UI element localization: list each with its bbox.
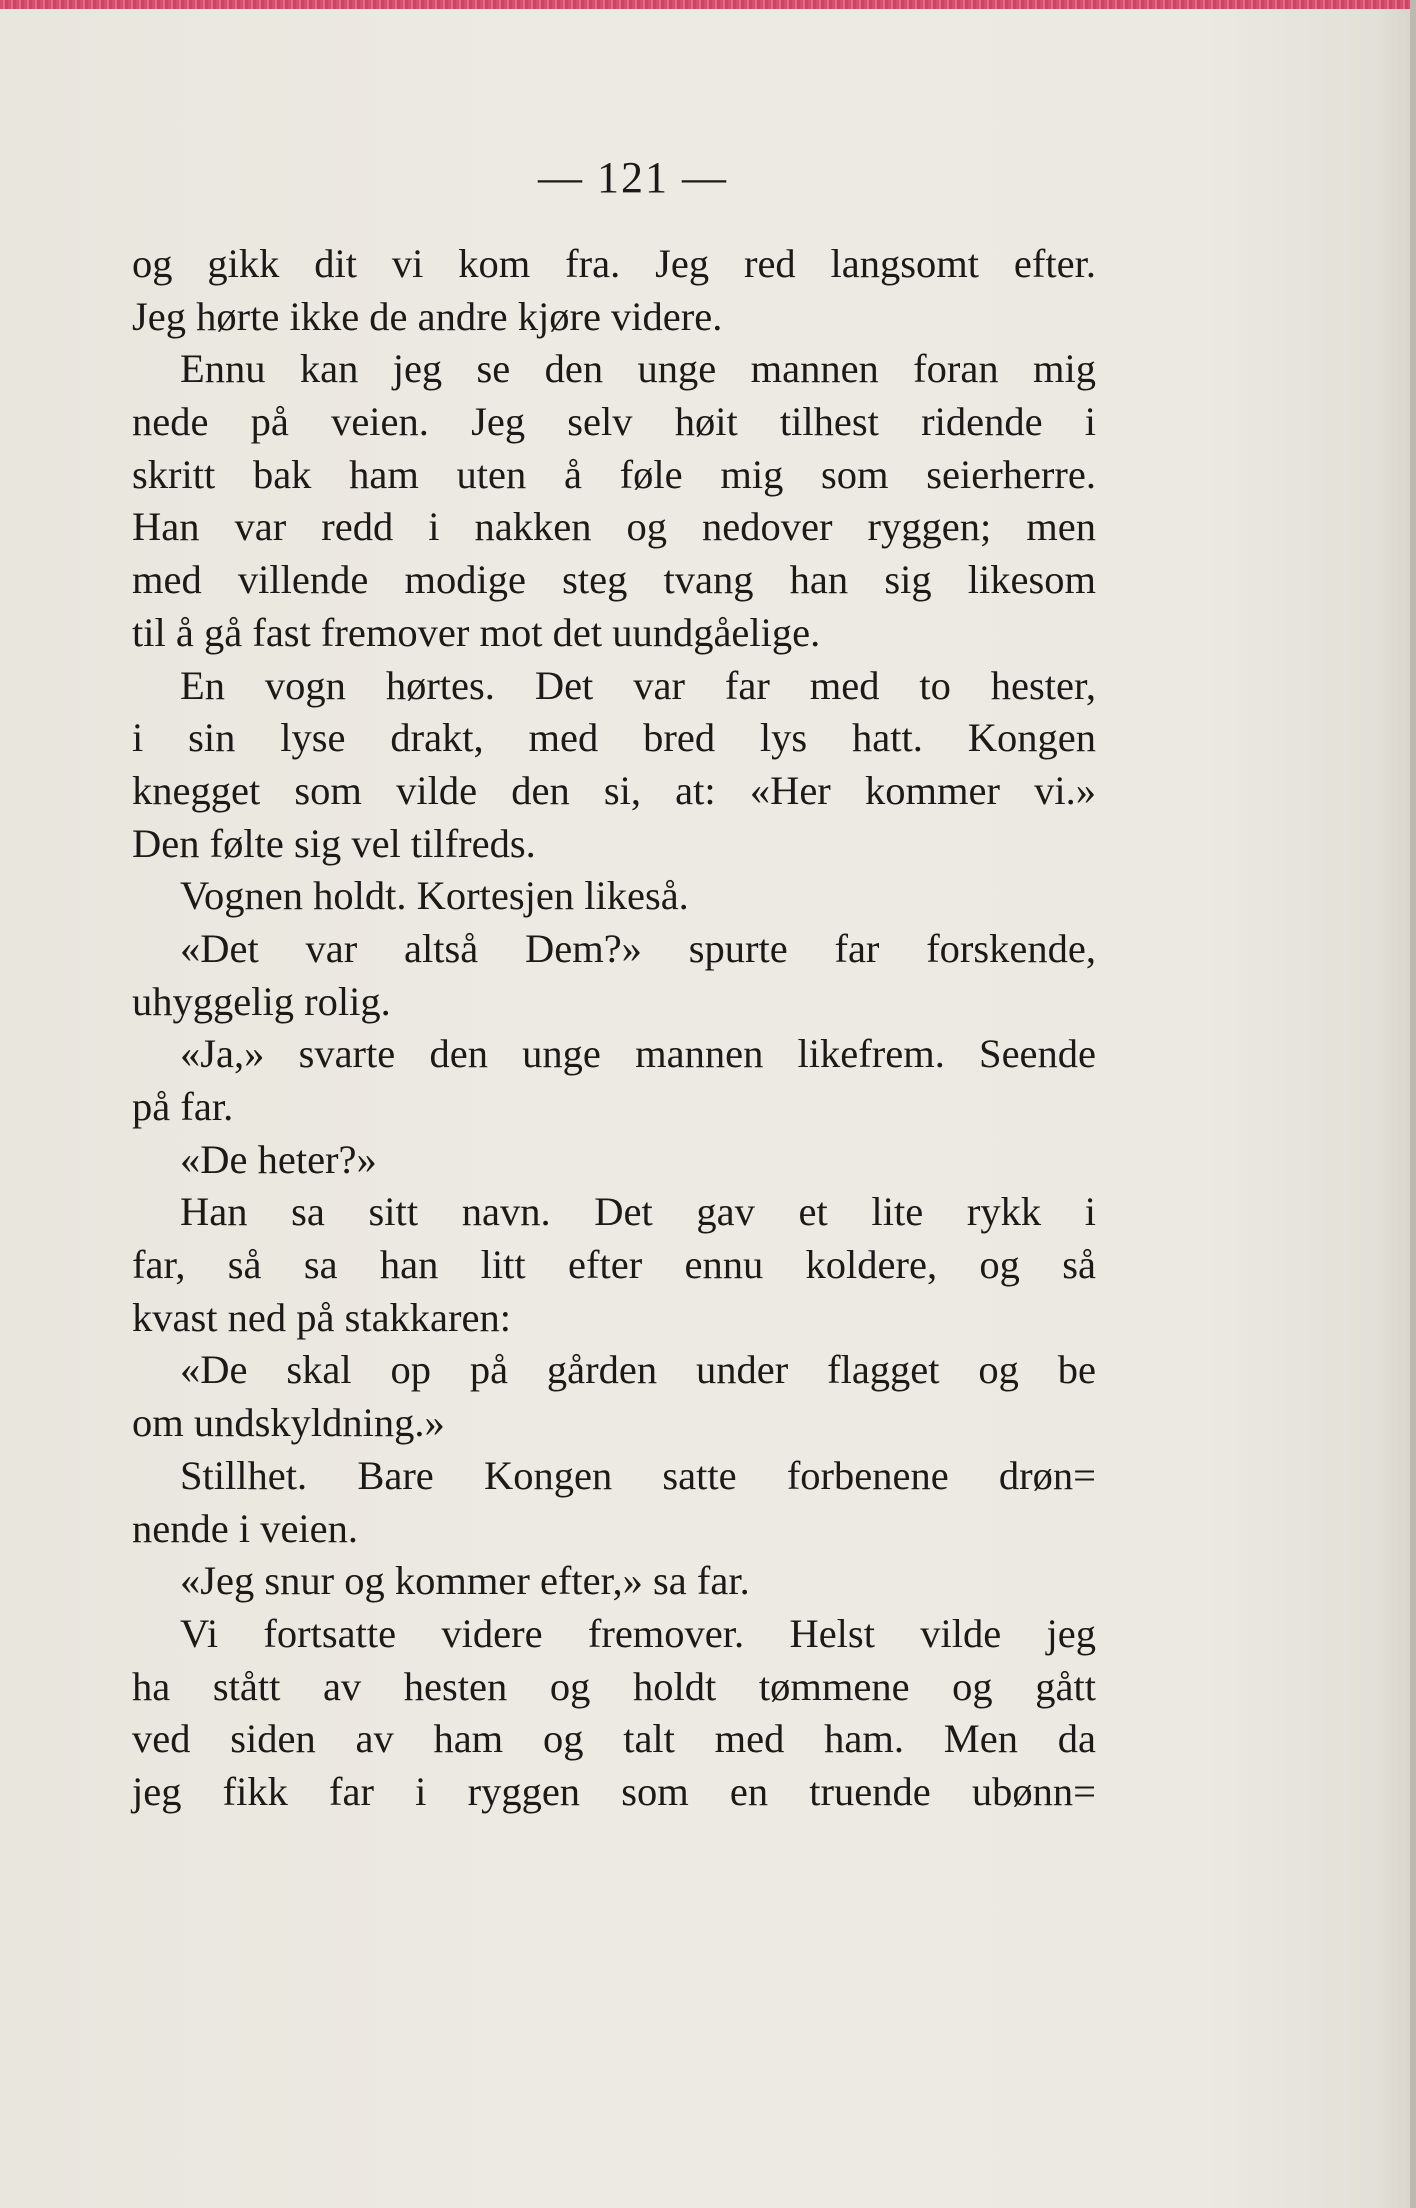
text-line: Jeg hørte ikke de andre kjøre videre.	[132, 293, 723, 339]
text-line: Ennu kan jeg se den unge mannen foran mig	[180, 346, 1096, 392]
text-line: med villende modige steg tvang han sig likesom	[132, 557, 1096, 603]
text-line: Vognen holdt. Kortesjen likeså.	[180, 873, 689, 919]
text-line: Han sa sitt navn. Det gav et lite rykk i	[180, 1189, 1096, 1235]
text-line: Stillhet. Bare Kongen satte forbenene drøn=	[180, 1452, 1096, 1498]
text-line: En vogn hørtes. Det var far med to hester,	[180, 662, 1096, 708]
page-top-edge	[0, 0, 1416, 9]
body-text	[132, 238, 1096, 1819]
text-line: jeg fikk far i ryggen som en truende ubønn=	[132, 1768, 1096, 1814]
text-line: ved siden av ham og talt med ham. Men da	[132, 1716, 1096, 1762]
text-line: far, så sa han litt efter ennu koldere, og så	[132, 1242, 1096, 1288]
text-line: til å gå fast fremover mot det uundgåelige.	[132, 609, 821, 655]
text-line: uhyggelig rolig.	[132, 978, 391, 1024]
text-line: knegget som vilde den si, at: «Her kommer vi.»	[132, 767, 1096, 813]
text-line: «De heter?»	[180, 1136, 377, 1182]
text-line: «Jeg snur og kommer efter,» sa far.	[180, 1558, 750, 1604]
text-line: om undskyldning.»	[132, 1400, 445, 1446]
text-line: «De skal op på gården under flagget og be	[180, 1347, 1096, 1393]
text-line: i sin lyse drakt, med bred lys hatt. Kongen	[132, 715, 1096, 761]
text-line: kvast ned på stakkaren:	[132, 1294, 511, 1340]
text-line: nende i veien.	[132, 1505, 359, 1551]
page-right-edge	[1410, 0, 1416, 2208]
text-line: skritt bak ham uten å føle mig som seierherre.	[132, 451, 1096, 497]
text-line: Vi fortsatte videre fremover. Helst vilde jeg	[180, 1610, 1096, 1656]
text-line: ha stått av hesten og holdt tømmene og gått	[132, 1663, 1096, 1709]
text-line: på far.	[132, 1084, 234, 1129]
text-line: nede på veien. Jeg selv høit tilhest ridende i	[132, 399, 1096, 445]
text-line: Han var redd i nakken og nedover ryggen; men	[132, 504, 1096, 550]
text-line: «Ja,» svarte den unge mannen likefrem. Seende	[180, 1031, 1096, 1077]
text-line: «Det var altså Dem?» spurte far forskende,	[180, 925, 1096, 971]
text-line: og gikk dit vi kom fra. Jeg red langsomt efter.	[132, 241, 1096, 286]
text-line: Den følte sig vel tilfreds.	[132, 820, 536, 866]
page-number: — 121 —	[538, 153, 728, 202]
